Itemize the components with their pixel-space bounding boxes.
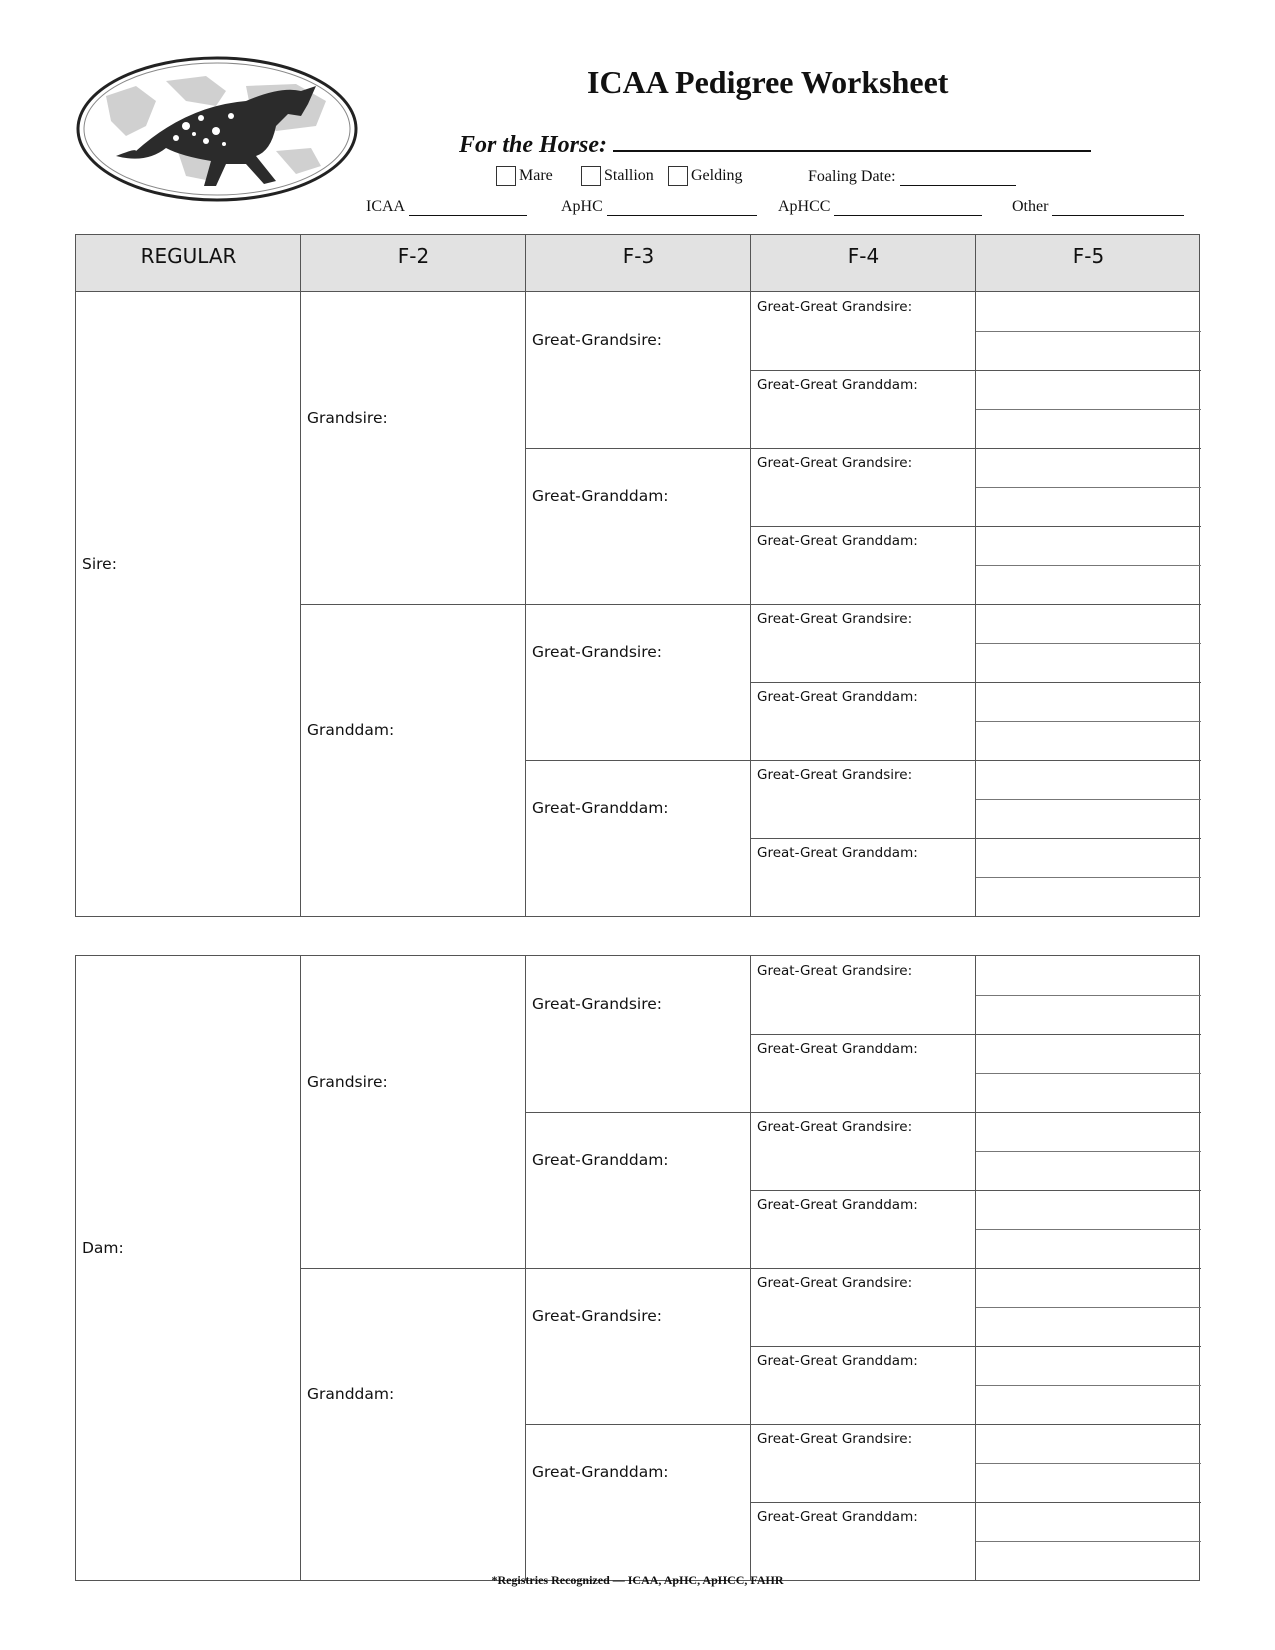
stallion-label: Stallion	[604, 167, 654, 184]
col-header-f3: F-3	[622, 244, 655, 268]
foaling-date-blank[interactable]	[900, 171, 1016, 186]
gg-granddam-label: Great-Great Granddam:	[757, 1041, 918, 1057]
foaling-date-field[interactable]	[808, 168, 1016, 186]
aphcc-blank[interactable]	[834, 201, 982, 216]
gg-granddam-label: Great-Great Granddam:	[757, 689, 918, 705]
gg-granddam-label: Great-Great Granddam:	[757, 533, 918, 549]
dam-label: Dam:	[82, 1239, 124, 1257]
registries-footer: *Registries Recognized — ICAA, ApHC, ApHCC, FAHR	[491, 1573, 784, 1587]
icaa-label: ICAA	[366, 198, 406, 215]
other-label: Other	[1012, 198, 1049, 215]
great-grandsire-label: Great-Grandsire:	[532, 995, 663, 1013]
page-title: ICAA Pedigree Worksheet	[587, 64, 949, 100]
gg-granddam-label: Great-Great Granddam:	[757, 1509, 918, 1525]
horse-name-label: For the Horse:	[459, 132, 608, 158]
dam-granddam-label: Granddam:	[307, 1385, 395, 1403]
mare-label: Mare	[519, 167, 553, 184]
sex-option-mare[interactable]	[496, 165, 553, 187]
aphc-blank[interactable]	[607, 201, 757, 216]
sire-label: Sire:	[82, 555, 117, 573]
sex-option-gelding[interactable]	[668, 165, 743, 187]
great-grandsire-label: Great-Grandsire:	[532, 331, 663, 349]
col-header-f5: F-5	[1072, 244, 1105, 268]
gelding-label: Gelding	[691, 167, 743, 184]
dam-grandsire-label: Grandsire:	[307, 1073, 388, 1091]
horse-name-blank[interactable]	[613, 128, 1091, 152]
gg-granddam-label: Great-Great Granddam:	[757, 845, 918, 861]
aphc-label: ApHC	[561, 198, 603, 215]
icaa-blank[interactable]	[409, 201, 527, 216]
other-blank[interactable]	[1052, 201, 1184, 216]
gg-granddam-label: Great-Great Granddam:	[757, 1353, 918, 1369]
great-granddam-label: Great-Granddam:	[532, 1463, 669, 1481]
col-header-f4: F-4	[847, 244, 880, 268]
sire-pedigree-table	[75, 291, 1200, 917]
sex-option-stallion[interactable]	[581, 165, 654, 187]
aphcc-label: ApHCC	[778, 198, 831, 215]
mare-checkbox[interactable]	[496, 166, 516, 186]
great-granddam-label: Great-Granddam:	[532, 1151, 669, 1169]
col-header-regular: REGULAR	[140, 244, 237, 268]
col-header-f2: F-2	[397, 244, 430, 268]
stallion-checkbox[interactable]	[581, 166, 601, 186]
aphc-number-field[interactable]	[561, 198, 757, 216]
gg-grandsire-label: Great-Great Grandsire:	[757, 455, 913, 471]
gg-grandsire-label: Great-Great Grandsire:	[757, 1431, 913, 1447]
gg-grandsire-label: Great-Great Grandsire:	[757, 1275, 913, 1291]
foaling-date-label: Foaling Date:	[808, 168, 896, 185]
great-granddam-label: Great-Granddam:	[532, 487, 669, 505]
gg-grandsire-label: Great-Great Grandsire:	[757, 1119, 913, 1135]
horse-name-field[interactable]	[459, 128, 1091, 159]
gg-granddam-label: Great-Great Granddam:	[757, 377, 918, 393]
gg-granddam-label: Great-Great Granddam:	[757, 1197, 918, 1213]
column-header-row	[75, 234, 1200, 292]
gelding-checkbox[interactable]	[668, 166, 688, 186]
icaa-number-field[interactable]	[366, 198, 527, 216]
sire-granddam-label: Granddam:	[307, 721, 395, 739]
other-number-field[interactable]	[1012, 198, 1184, 216]
gg-grandsire-label: Great-Great Grandsire:	[757, 611, 913, 627]
icaa-logo	[76, 56, 358, 202]
great-grandsire-label: Great-Grandsire:	[532, 1307, 663, 1325]
gg-grandsire-label: Great-Great Grandsire:	[757, 299, 913, 315]
great-grandsire-label: Great-Grandsire:	[532, 643, 663, 661]
gg-grandsire-label: Great-Great Grandsire:	[757, 767, 913, 783]
great-granddam-label: Great-Granddam:	[532, 799, 669, 817]
aphcc-number-field[interactable]	[778, 198, 982, 216]
gg-grandsire-label: Great-Great Grandsire:	[757, 963, 913, 979]
dam-pedigree-table	[75, 955, 1200, 1581]
sire-grandsire-label: Grandsire:	[307, 409, 388, 427]
